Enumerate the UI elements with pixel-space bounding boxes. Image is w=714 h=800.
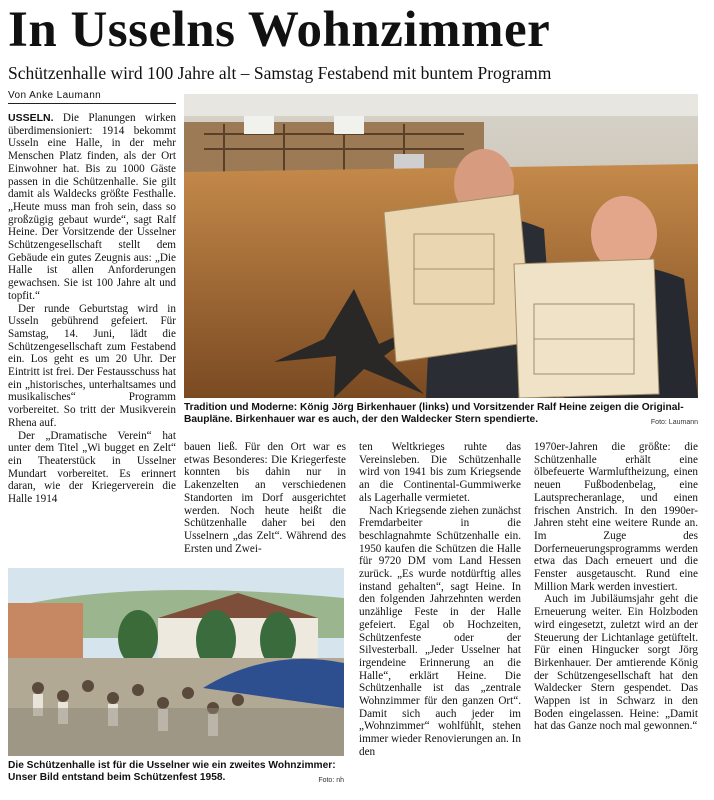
dateline: USSELN.	[8, 112, 54, 124]
photo-credit: Foto: Laumann	[650, 419, 698, 427]
photo-hall-plans	[184, 94, 698, 398]
paragraph: 1970er-Jahren die größte: die Schützenhalle erhält eine ölbefeuerte Warmluftheizung, einen neuen Fußbodenbelag, eine Lautsprecheranlage, und einen frischen Anstrich. In den 1990er-Jahren steht eine weitere Runde an. Im Zuge des Dorferneuerungsprogramms werden etwa das Dach erneuert und die Fenster ausgetauscht. Rund eine Million Mark werden investiert.	[534, 441, 698, 593]
photo-bottom-caption	[8, 760, 344, 788]
photo-credit: Foto: nh	[318, 777, 344, 785]
paragraph: bauen ließ. Für den Ort war es etwas Besonderes: Die Kriegerfeste konnten bis dahin nur in Lakenzelten an verschiedenen Standorten im Dorf ausgerichtet werden. Noch heute heißt die Schützenhalle daher bei den Usselnern „das Zelt“. Während des Ersten und Zwei-	[184, 441, 346, 555]
photo-image	[184, 94, 698, 398]
article-column-1	[8, 112, 176, 506]
paragraph: Auch im Jubiläumsjahr geht die Erneuerung weiter. Ein Holzboden wird eingesetzt, zuletzt wird an der Steuerung der Lichtanlage getüftelt. Für einen Hingucker sorgt Jörg Birkenhauer. Der amtierende König der Schützengesellschaft hat den Waldecker Stern gespendet. Das Wappen ist in Schwarz in den Boden eingelassen. Heine: „Damit hat das Ganze noch mal gewonnen.“	[534, 593, 698, 733]
paragraph: Nach Kriegsende ziehen zunächst Fremdarbeiter in die beschlagnahmte Schützenhalle ein. 1950 kaufen die Schützen die Halle für 9720 DM vom Land Hessen zurück. „Es wurde notdürftig alles instand gehalten“, sagt Heine. In den folgenden Jahrzehnten werden unzählige Feste in der Halle gefeiert. Egal ob Hochzeiten, Schützenfeste oder der Silvesterball. „Jeder Usselner hat irgendeine Erinnerung an die Halle“, erklärt Heine. Die Schützenhalle ist das „zentrale Wohnzimmer für den ganzen Ort“. Damit sich auch jeder im „Wohnzimmer“ wohlfühlt, stehen immer wieder Renovierungen an. In den	[359, 504, 521, 758]
subheadline: Schützenhalle wird 100 Jahre alt – Samstag Festabend mit buntem Programm	[8, 63, 552, 83]
byline: Von Anke Laumann	[8, 90, 176, 104]
photo-top-caption	[184, 402, 698, 430]
article-column-3	[359, 441, 521, 759]
caption-text: Tradition und Moderne: König Jörg Birkenhauer (links) und Vorsitzender Ralf Heine zeigen die Original-Baupläne. Birkenhauer war es auch, der den Waldecker Stern spendierte.	[184, 402, 684, 426]
headline: In Usselns Wohnzimmer	[8, 2, 551, 58]
article-column-4	[534, 441, 698, 733]
paragraph: Der „Dramatische Verein“ hat unter dem Titel „Wi bugget en Zelt“ ein Theaterstück in Usselner Mundart vorbereitet. Es erinnert daran, wie der Kriegerverein die Halle 1914	[8, 429, 176, 506]
photo-schuetzenfest-1958	[8, 568, 344, 756]
paragraph: Die Planungen wirken überdimensioniert: 1914 bekommt Usseln eine Halle, in der mehr Menschen Platz finden, als der Ort Einwohner hat. Bis zu 1000 Gäste passen in die Schützenhalle. Sie gilt damit als Waldecks größte Festhalle. „Heute muss man froh sein, dass so großzügig gebaut wurde“, sagt Ralf Heine. Der Vorsitzende der Usselner Schützengesellschaft stellt dem Gebäude ein gutes Zeugnis aus: „Die Halle ist allen Anforderungen gewachsen. Sie ist 100 Jahre alt und topfit.“	[8, 112, 176, 302]
article-column-2	[184, 441, 346, 555]
paragraph: ten Weltkrieges ruhte das Vereinsleben. Die Schützenhalle wird von 1941 bis zum Kriegsende an die Continental-Gummiwerke als Lagerhalle vermietet.	[359, 441, 521, 504]
paragraph: Der runde Geburtstag wird in Usseln gebührend gefeiert. Für Samstag, 14. Juni, lädt die Schützengesellschaft zum Festabend ein. Los geht es um 20 Uhr. Der Eintritt ist frei. Der Festausschuss hat ein „historisches, unterhaltsames und musikalisches“ Programm vorbereitet. So tritt der Musikverein Rhena auf.	[8, 302, 176, 429]
photo-image	[8, 568, 344, 756]
caption-text: Die Schützenhalle ist für die Usselner wie ein zweites Wohnzimmer: Unser Bild entstand beim Schützenfest 1958.	[8, 760, 336, 784]
